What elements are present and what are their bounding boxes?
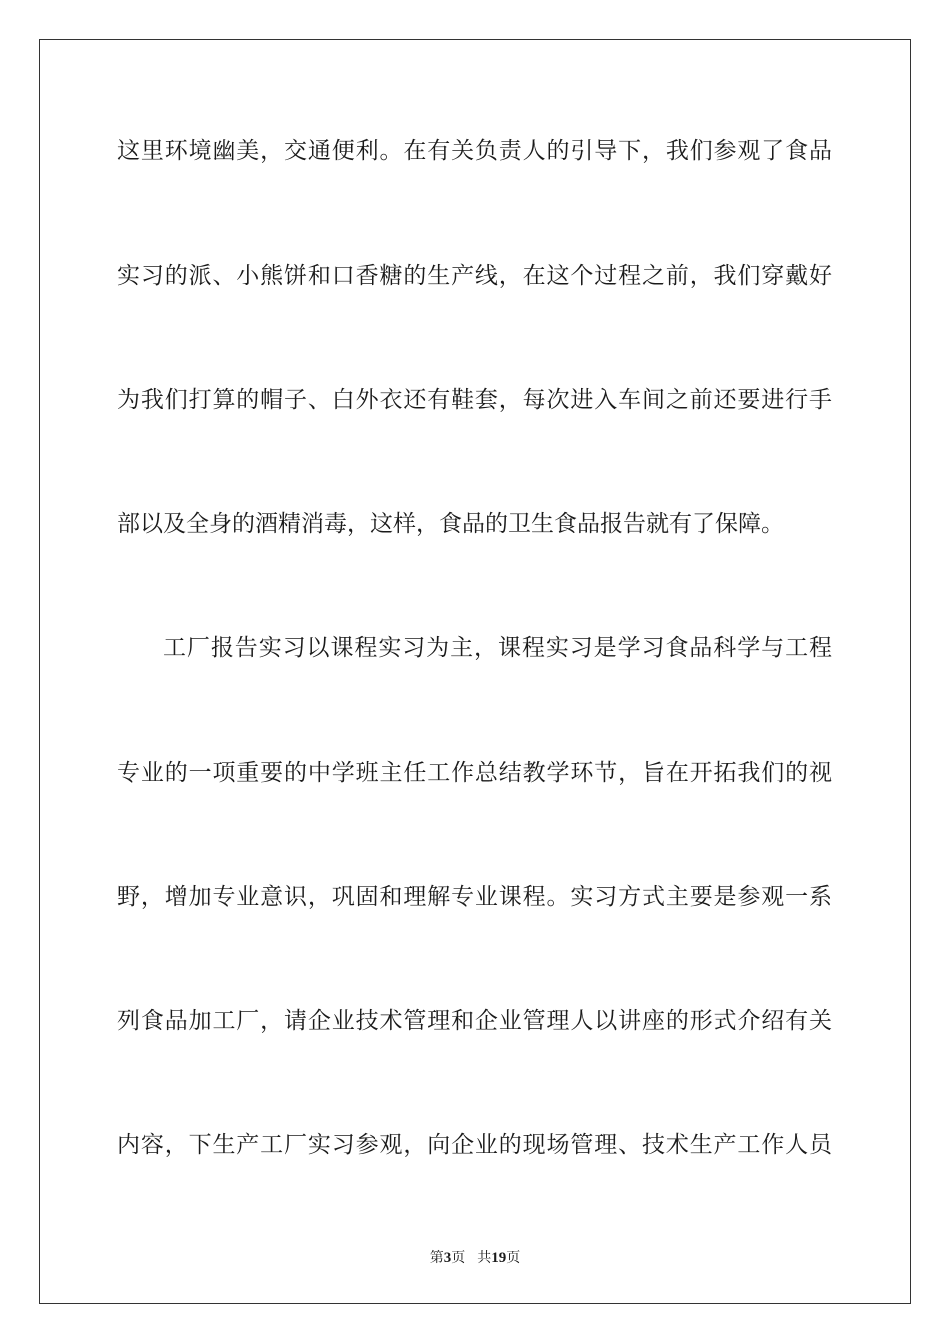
text-line: 专业的一项重要的中学班主任工作总结教学环节，旨在开拓我们的视 bbox=[117, 760, 832, 786]
text-line: 野，增加专业意识，巩固和理解专业课程。实习方式主要是参观一系 bbox=[117, 884, 832, 910]
text-line-indented: 工厂报告实习以课程实习为主，课程实习是学习食品科学与工程 bbox=[163, 635, 832, 661]
text-line: 这里环境幽美，交通便利。在有关负责人的引导下，我们参观了食品 bbox=[117, 138, 832, 164]
text-line: 内容，下生产工厂实习参观，向企业的现场管理、技术生产工作人员 bbox=[117, 1132, 832, 1158]
page-border bbox=[39, 39, 911, 1304]
page-prefix: 第 bbox=[429, 1250, 444, 1266]
total-prefix: 共 bbox=[477, 1250, 492, 1266]
text-line: 列食品加工厂，请企业技术管理和企业管理人以讲座的形式介绍有关 bbox=[117, 1008, 832, 1034]
page-footer bbox=[0, 1247, 950, 1267]
total-suffix: 页 bbox=[506, 1250, 521, 1266]
text-line: 实习的派、小熊饼和口香糖的生产线，在这个过程之前，我们穿戴好 bbox=[117, 263, 832, 289]
page-number: 3 bbox=[443, 1250, 452, 1266]
text-line: 部以及全身的酒精消毒，这样，食品的卫生食品报告就有了保障。 bbox=[117, 511, 784, 537]
page-suffix: 页 bbox=[451, 1250, 466, 1266]
text-line: 为我们打算的帽子、白外衣还有鞋套，每次进入车间之前还要进行手 bbox=[117, 387, 832, 413]
total-pages: 19 bbox=[491, 1250, 507, 1266]
